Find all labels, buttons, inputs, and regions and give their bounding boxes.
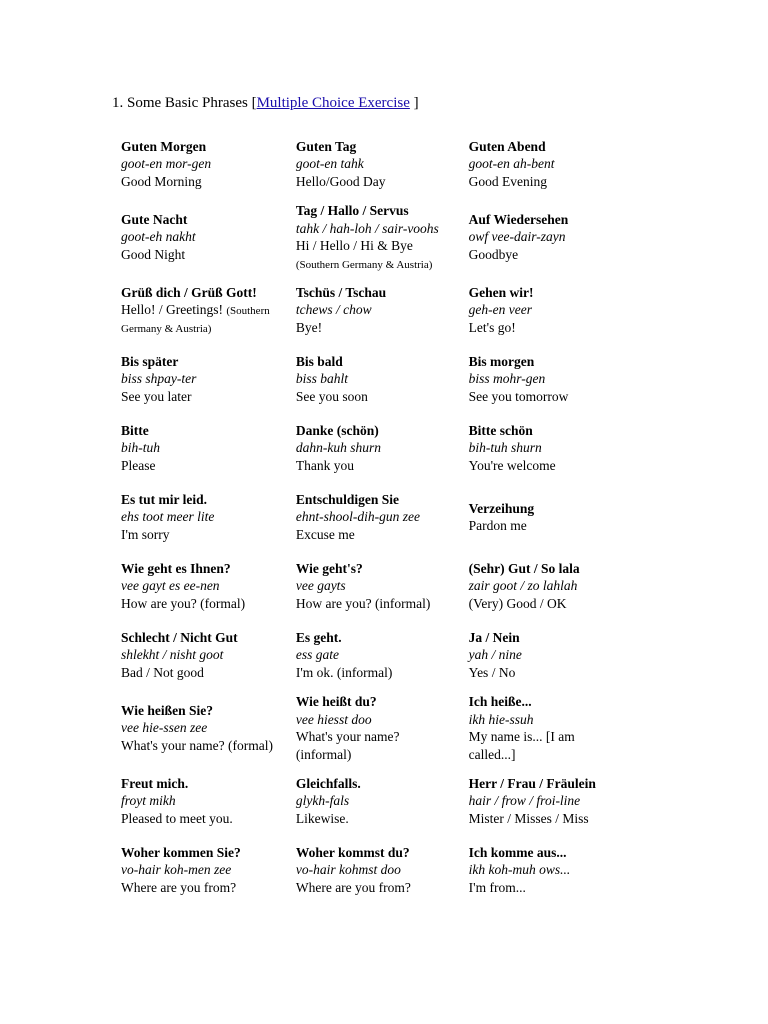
english-meaning-text: See you soon: [295, 388, 368, 404]
english-meaning: [469, 810, 623, 828]
german-phrase: Bitte schön: [468, 422, 533, 438]
phrase-cell: [112, 345, 287, 414]
phrase-cell: [287, 690, 460, 767]
english-meaning: [121, 595, 278, 613]
phrase-row: [112, 199, 632, 276]
phrase-cell: [287, 483, 460, 552]
english-meaning-text: Likewise.: [295, 810, 349, 826]
english-meaning-text: Bye!: [295, 319, 323, 335]
phrase-row: [112, 276, 632, 345]
pronunciation: geh-en veer: [468, 302, 533, 318]
phrase-cell: [460, 345, 632, 414]
english-meaning: [296, 237, 451, 272]
english-meaning-text: Please: [121, 457, 156, 473]
english-meaning-text: See you tomorrow: [468, 388, 569, 404]
phrase-cell: [460, 276, 632, 345]
german-phrase: Wie geht es Ihnen?: [121, 560, 231, 576]
english-meaning-text: My name is... [I am called...]: [468, 729, 575, 762]
german-phrase: Schlecht / Nicht Gut: [121, 629, 238, 645]
phrase-cell: [112, 621, 287, 690]
phrase-cell: [460, 690, 632, 767]
phrase-cell: [112, 836, 287, 905]
english-meaning-text: Goodbye: [468, 246, 519, 262]
english-meaning: [469, 246, 623, 264]
pronunciation: owf vee-dair-zayn: [468, 229, 566, 245]
english-meaning-text: Hello! / Greetings!: [121, 302, 223, 318]
phrase-cell: [112, 690, 287, 767]
english-meaning: [296, 388, 451, 406]
english-meaning-text: Hi / Hello / Hi & Bye: [295, 238, 413, 253]
english-meaning: [121, 246, 278, 264]
english-meaning-text: Yes / No: [468, 664, 516, 680]
phrase-cell: [112, 552, 287, 621]
phrase-row: [112, 130, 632, 199]
english-meaning-text: I'm ok. (informal): [295, 664, 393, 680]
region-note: (Southern Germany & Austria): [121, 305, 270, 335]
phrase-cell: [112, 414, 287, 483]
german-phrase: (Sehr) Gut / So lala: [468, 560, 580, 576]
english-meaning: [121, 301, 278, 336]
german-phrase: Tschüs / Tschau: [295, 284, 387, 300]
pronunciation: goot-en mor-gen: [121, 156, 212, 172]
phrase-cell: [112, 130, 287, 199]
english-meaning: [296, 664, 451, 682]
english-meaning-text: Pleased to meet you.: [121, 810, 233, 826]
pronunciation: goot-en ah-bent: [468, 156, 555, 172]
pronunciation: vo-hair kohmst doo: [295, 862, 401, 878]
english-meaning-text: Hello/Good Day: [295, 173, 386, 189]
english-meaning-text: Bad / Not good: [121, 664, 204, 680]
phrase-cell: [287, 199, 460, 276]
english-meaning-text: You're welcome: [468, 457, 556, 473]
english-meaning: [469, 457, 623, 475]
german-phrase: Guten Abend: [468, 138, 546, 154]
phrase-cell: [112, 276, 287, 345]
pronunciation: zair goot / zo lahlah: [468, 578, 578, 594]
section-title: 1. Some Basic Phrases: [112, 95, 248, 111]
phrase-row: [112, 836, 632, 905]
phrase-cell: [460, 621, 632, 690]
pronunciation: yah / nine: [468, 647, 522, 663]
pronunciation: biss mohr-gen: [468, 371, 546, 387]
german-phrase: Woher kommst du?: [295, 844, 410, 860]
english-meaning-text: Pardon me: [468, 518, 527, 533]
pronunciation: ess gate: [295, 647, 339, 663]
phrase-cell: [287, 552, 460, 621]
phrase-row: [112, 414, 632, 483]
pronunciation: tchews / chow: [295, 302, 372, 318]
phrase-cell: [460, 767, 632, 836]
bracket-open: [: [251, 95, 257, 111]
german-phrase: Danke (schön): [295, 422, 379, 438]
english-meaning: [121, 737, 278, 755]
phrase-cell: [112, 483, 287, 552]
german-phrase: Ich komme aus...: [468, 844, 567, 860]
pronunciation: tahk / hah-loh / sair-voohs: [295, 220, 439, 236]
german-phrase: Gute Nacht: [121, 211, 188, 227]
english-meaning-text: See you later: [121, 388, 192, 404]
german-phrase: Ich heiße...: [468, 694, 532, 709]
phrase-cell: [287, 621, 460, 690]
english-meaning: [469, 517, 623, 535]
english-meaning: [469, 879, 623, 897]
english-meaning-text: Good Evening: [468, 173, 548, 189]
english-meaning-text: (Very) Good / OK: [468, 595, 567, 611]
english-meaning: [121, 526, 278, 544]
english-meaning: [296, 173, 451, 191]
german-phrase: Wie heißt du?: [295, 694, 377, 709]
phrase-cell: [112, 199, 287, 276]
phrase-cell: [460, 552, 632, 621]
english-meaning-text: Good Morning: [121, 173, 202, 189]
german-phrase: Entschuldigen Sie: [295, 491, 399, 507]
english-meaning-text: Where are you from?: [121, 879, 237, 895]
phrase-cell: [287, 276, 460, 345]
pronunciation: bih-tuh shurn: [468, 440, 542, 456]
pronunciation: ikh koh-muh ows...: [468, 862, 571, 878]
german-phrase: Wie heißen Sie?: [121, 702, 214, 718]
pronunciation: shlekht / nisht goot: [121, 647, 224, 663]
phrase-cell: [460, 836, 632, 905]
english-meaning-text: How are you? (formal): [121, 595, 246, 611]
german-phrase: Woher kommen Sie?: [121, 844, 241, 860]
pronunciation: ikh hie-ssuh: [468, 711, 534, 727]
german-phrase: Guten Morgen: [121, 138, 207, 154]
german-phrase: Tag / Hallo / Servus: [295, 203, 409, 218]
multiple-choice-exercise-link[interactable]: Multiple Choice Exercise: [256, 95, 410, 111]
english-meaning: [296, 728, 451, 763]
phrase-cell: [112, 767, 287, 836]
phrase-table: [112, 130, 632, 905]
english-meaning: [469, 728, 623, 763]
german-phrase: Verzeihung: [468, 500, 535, 516]
phrase-cell: [460, 414, 632, 483]
section-heading: [112, 92, 419, 114]
german-phrase: Grüß dich / Grüß Gott!: [121, 284, 257, 300]
english-meaning-text: I'm sorry: [121, 526, 170, 542]
english-meaning: [469, 388, 623, 406]
german-phrase: Freut mich.: [121, 775, 189, 791]
english-meaning: [469, 319, 623, 337]
pronunciation: bih-tuh: [121, 440, 160, 456]
english-meaning-text: Good Night: [121, 246, 186, 262]
pronunciation: froyt mikh: [121, 793, 176, 809]
english-meaning: [121, 879, 278, 897]
german-phrase: Gehen wir!: [468, 284, 534, 300]
english-meaning-text: Mister / Misses / Miss: [468, 810, 589, 826]
pronunciation: vo-hair koh-men zee: [121, 862, 232, 878]
phrase-cell: [287, 767, 460, 836]
german-phrase: Guten Tag: [295, 138, 357, 154]
pronunciation: vee gayt es ee-nen: [121, 578, 220, 594]
german-phrase: Bis später: [121, 353, 179, 369]
german-phrase: Es tut mir leid.: [121, 491, 208, 507]
german-phrase: Bitte: [121, 422, 149, 438]
english-meaning-text: How are you? (informal): [295, 595, 431, 611]
german-phrase: Wie geht's?: [295, 560, 363, 576]
german-phrase: Auf Wiedersehen: [468, 211, 569, 227]
english-meaning: [296, 810, 451, 828]
english-meaning: [121, 810, 278, 828]
english-meaning-text: I'm from...: [468, 879, 526, 895]
english-meaning-text: Let's go!: [468, 319, 516, 335]
english-meaning-text: Excuse me: [295, 526, 355, 542]
pronunciation: vee hie-ssen zee: [121, 720, 208, 736]
phrase-cell: [287, 836, 460, 905]
pronunciation: ehs toot meer lite: [121, 509, 215, 525]
english-meaning: [469, 173, 623, 191]
english-meaning-text: Where are you from?: [295, 879, 411, 895]
german-phrase: Bis morgen: [468, 353, 535, 369]
pronunciation: goot-eh nakht: [121, 229, 196, 245]
german-phrase: Herr / Frau / Fräulein: [468, 775, 596, 791]
pronunciation: biss shpay-ter: [121, 371, 197, 387]
english-meaning-text: Thank you: [295, 457, 354, 473]
pronunciation: glykh-fals: [295, 793, 350, 809]
pronunciation: vee hiesst doo: [295, 711, 372, 727]
english-meaning: [296, 595, 451, 613]
english-meaning: [121, 173, 278, 191]
english-meaning-text: What's your name? (informal): [295, 729, 400, 762]
english-meaning: [469, 595, 623, 613]
phrase-row: [112, 767, 632, 836]
phrase-row: [112, 345, 632, 414]
german-phrase: Gleichfalls.: [295, 775, 361, 791]
phrase-cell: [287, 345, 460, 414]
english-meaning: [121, 664, 278, 682]
phrase-cell: [460, 483, 632, 552]
bracket-close: ]: [413, 95, 419, 111]
german-phrase: Ja / Nein: [468, 629, 520, 645]
phrase-row: [112, 483, 632, 552]
pronunciation: ehnt-shool-dih-gun zee: [295, 509, 420, 525]
region-note: (Southern Germany & Austria): [295, 258, 433, 271]
phrase-cell: [460, 130, 632, 199]
english-meaning: [121, 388, 278, 406]
english-meaning-text: What's your name? (formal): [121, 737, 273, 753]
pronunciation: hair / frow / froi-line: [468, 793, 581, 809]
phrase-row: [112, 690, 632, 767]
german-phrase: Es geht.: [295, 629, 342, 645]
phrase-row: [112, 621, 632, 690]
german-phrase: Bis bald: [295, 353, 343, 369]
english-meaning: [296, 457, 451, 475]
phrase-row: [112, 552, 632, 621]
pronunciation: vee gayts: [295, 578, 346, 594]
english-meaning: [296, 526, 451, 544]
english-meaning: [469, 664, 623, 682]
phrase-cell: [287, 414, 460, 483]
pronunciation: dahn-kuh shurn: [295, 440, 381, 456]
phrase-cell: [460, 199, 632, 276]
english-meaning: [121, 457, 278, 475]
pronunciation: goot-en tahk: [295, 156, 364, 172]
english-meaning: [296, 319, 451, 337]
pronunciation: biss bahlt: [295, 371, 348, 387]
phrase-cell: [287, 130, 460, 199]
english-meaning: [296, 879, 451, 897]
